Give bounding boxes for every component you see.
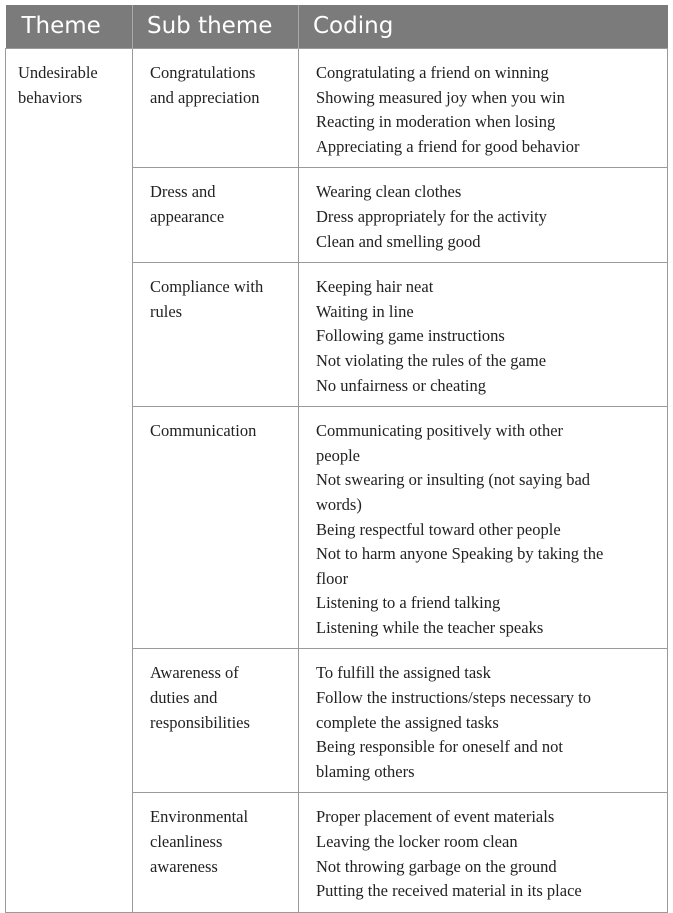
sub-theme-cell	[133, 168, 299, 263]
coding-text-line: Listening while the teacher speaks	[316, 617, 544, 637]
coding-text-line: Communicating positively with other	[316, 421, 564, 441]
coding-text-line: Following game instructions	[316, 326, 505, 346]
coding-text-line: Reacting in moderation when losing	[316, 112, 556, 132]
sub-theme-text-line: and appreciation	[150, 87, 260, 107]
theme-text-line: behaviors	[18, 87, 83, 107]
themes-table-container	[5, 5, 667, 913]
coding-cell	[299, 263, 668, 407]
sub-theme-text-line: responsibilities	[150, 712, 250, 732]
coding-text-line: complete the assigned tasks	[316, 712, 499, 732]
sub-theme-text-line: appearance	[150, 206, 225, 226]
coding-text-line: Follow the instructions/steps necessary to	[316, 688, 591, 708]
coding-text-line: Keeping hair neat	[316, 277, 434, 297]
header-coding: Coding	[299, 5, 668, 49]
coding-text-line: Showing measured joy when you win	[316, 87, 565, 107]
coding-text-line: Leaving the locker room clean	[316, 832, 518, 852]
sub-theme-cell	[133, 793, 299, 912]
header-sub-theme: Sub theme	[133, 5, 299, 49]
coding-text-line: Appreciating a friend for good behavior	[316, 136, 580, 156]
coding-text-line: Being respectful toward other people	[316, 519, 561, 539]
sub-theme-text-line: awareness	[150, 856, 218, 876]
theme-cell	[6, 49, 133, 913]
sub-theme-cell	[133, 49, 299, 168]
coding-text-line: Listening to a friend talking	[316, 593, 501, 613]
coding-text-line: Wearing clean clothes	[316, 182, 462, 202]
themes-table	[5, 5, 668, 913]
coding-cell	[299, 649, 668, 793]
coding-text-line: Waiting in line	[316, 301, 414, 321]
table-header	[6, 5, 668, 49]
coding-text-line: Clean and smelling good	[316, 231, 481, 251]
coding-text-line: Putting the received material in its place	[316, 881, 582, 901]
theme-text-line: Undesirable	[18, 63, 98, 82]
coding-text-line: Proper placement of event materials	[316, 807, 555, 827]
header-theme: Theme	[6, 5, 133, 49]
coding-text-line: Being responsible for oneself and not	[316, 737, 563, 757]
header-row	[6, 5, 668, 49]
sub-theme-text-line: rules	[150, 301, 183, 321]
coding-text-line: Not to harm anyone Speaking by taking the	[316, 544, 604, 564]
coding-text-line: Not swearing or insulting (not saying bad	[316, 470, 591, 490]
coding-cell	[299, 168, 668, 263]
sub-theme-text-line: Awareness of	[150, 663, 239, 683]
sub-theme-cell	[133, 649, 299, 793]
coding-cell	[299, 49, 668, 168]
sub-theme-text-line: duties and	[150, 688, 218, 708]
coding-text-line: No unfairness or cheating	[316, 375, 486, 395]
coding-text-line: Congratulating a friend on winning	[316, 63, 549, 82]
sub-theme-text-line: Congratulations	[150, 63, 256, 82]
table-row	[6, 49, 668, 168]
coding-text-line: words)	[316, 494, 362, 514]
sub-theme-cell	[133, 263, 299, 407]
coding-text-line: Not throwing garbage on the ground	[316, 856, 557, 876]
coding-text-line: blaming others	[316, 761, 415, 781]
table-body	[6, 49, 668, 913]
coding-text-line: Not violating the rules of the game	[316, 350, 547, 370]
sub-theme-text-line: cleanliness	[150, 832, 223, 852]
sub-theme-text-line: Dress and	[150, 182, 216, 202]
coding-text-line: To fulfill the assigned task	[316, 663, 491, 683]
sub-theme-text-line: Communication	[150, 421, 257, 441]
sub-theme-text-line: Environmental	[150, 807, 249, 827]
coding-text-line: Dress appropriately for the activity	[316, 206, 547, 226]
coding-text-line: people	[316, 445, 360, 465]
sub-theme-text-line: Compliance with	[150, 277, 264, 297]
coding-cell	[299, 407, 668, 649]
sub-theme-cell	[133, 407, 299, 649]
coding-text-line: floor	[316, 568, 349, 588]
coding-cell	[299, 793, 668, 912]
